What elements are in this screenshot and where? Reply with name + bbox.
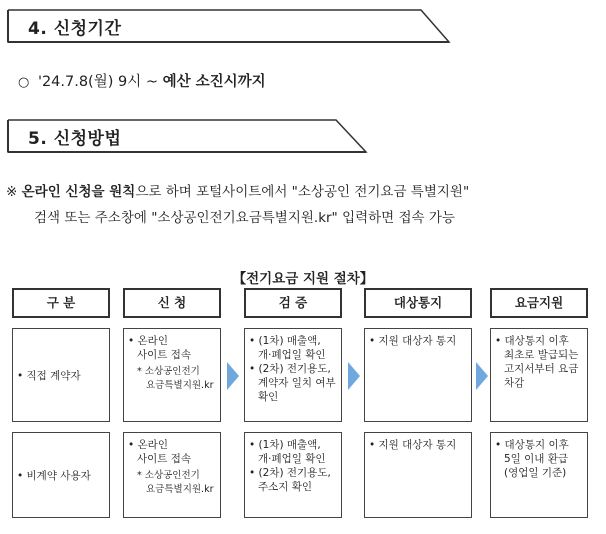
arrow-icon bbox=[348, 362, 360, 390]
row-2-apply bbox=[123, 432, 221, 518]
row-2-apply-line: 사이트 접속 bbox=[137, 453, 192, 465]
row-2-apply-note: * 소상공인전기 bbox=[137, 470, 200, 481]
row-2-support-line: (영업일 기준) bbox=[504, 467, 567, 479]
arrow-icon bbox=[476, 362, 488, 390]
row-1-support bbox=[490, 328, 588, 422]
row-2-verify bbox=[244, 432, 342, 518]
row-1-apply-note: * 소상공인전기 bbox=[137, 366, 200, 377]
header-notify: 대상통지 bbox=[364, 288, 472, 318]
row-2-apply-line: • 온라인 bbox=[128, 439, 168, 451]
row-1-notify bbox=[364, 328, 472, 422]
row-1-verify bbox=[244, 328, 342, 422]
method-emphasis: 온라인 신청을 원칙 bbox=[21, 184, 136, 200]
period-line bbox=[18, 70, 266, 91]
section-5-header bbox=[6, 118, 451, 154]
row-2-label: • 비계약 사용자 bbox=[12, 432, 110, 518]
row-2-support-line: • 대상통지 이후 bbox=[495, 439, 569, 451]
method-line-1 bbox=[6, 180, 469, 200]
row-1-support-line: 최초로 발급되는 bbox=[504, 349, 579, 361]
row-1-apply-note: 요금특별지원.kr bbox=[146, 380, 214, 391]
section-5-title: 5. 신청방법 bbox=[28, 129, 122, 149]
row-2-notify-line: • 지원 대상자 통지 bbox=[369, 439, 457, 451]
method-line-2: 검색 또는 주소창에 "소상공인전기요금특별지원.kr" 입력하면 접속 가능 bbox=[34, 210, 455, 226]
arrow-icon bbox=[227, 362, 239, 390]
row-2-verify-line: • (1차) 매출액, bbox=[249, 439, 321, 451]
row-1-apply-line: 사이트 접속 bbox=[137, 349, 192, 361]
row-2-support-line: 5일 이내 환급 bbox=[504, 453, 569, 465]
header-verify: 검 증 bbox=[244, 288, 342, 318]
row-1-apply bbox=[123, 328, 221, 422]
header-apply: 신 청 bbox=[123, 288, 221, 318]
row-1-verify-line: 계약자 일치 여부 bbox=[258, 377, 336, 389]
row-2-verify-line: • (2차) 전기용도, bbox=[249, 467, 331, 479]
row-2-verify-line: 개·폐업일 확인 bbox=[258, 453, 326, 465]
row-1-apply-line: • 온라인 bbox=[128, 335, 168, 347]
row-1-notify-line: • 지원 대상자 통지 bbox=[369, 335, 457, 347]
row-1-verify-line: 개·폐업일 확인 bbox=[258, 349, 326, 361]
note-mark: ※ bbox=[6, 184, 18, 200]
row-1-support-line: • 대상통지 이후 bbox=[495, 335, 569, 347]
row-1-verify-line: • (2차) 전기용도, bbox=[249, 363, 331, 375]
row-2-support bbox=[490, 432, 588, 518]
row-2-verify-line: 주소지 확인 bbox=[258, 481, 313, 493]
row-1-verify-line: • (1차) 매출액, bbox=[249, 335, 321, 347]
header-category: 구 분 bbox=[12, 288, 110, 318]
header-support: 요금지원 bbox=[490, 288, 588, 318]
row-2-apply-note: 요금특별지원.kr bbox=[146, 484, 214, 495]
row-2-notify bbox=[364, 432, 472, 518]
row-1-verify-line: 확인 bbox=[258, 391, 279, 403]
period-end: 예산 소진시까지 bbox=[162, 74, 266, 90]
row-1-label: • 직접 계약자 bbox=[12, 328, 110, 422]
section-4-header bbox=[6, 8, 451, 44]
method-line-1-rest: 으로 하며 포털사이트에서 "소상공인 전기요금 특별지원" bbox=[135, 184, 470, 200]
period-date: '24.7.8(월) 9시 ~ bbox=[37, 74, 163, 90]
row-1-support-line: 고지서부터 요금 bbox=[504, 363, 579, 375]
section-4-title: 4. 신청기간 bbox=[28, 19, 122, 39]
circle-bullet: ○ bbox=[18, 75, 30, 90]
row-1-support-line: 차감 bbox=[504, 377, 525, 389]
procedure-title: 【전기요금 지원 절차】 bbox=[232, 271, 374, 287]
